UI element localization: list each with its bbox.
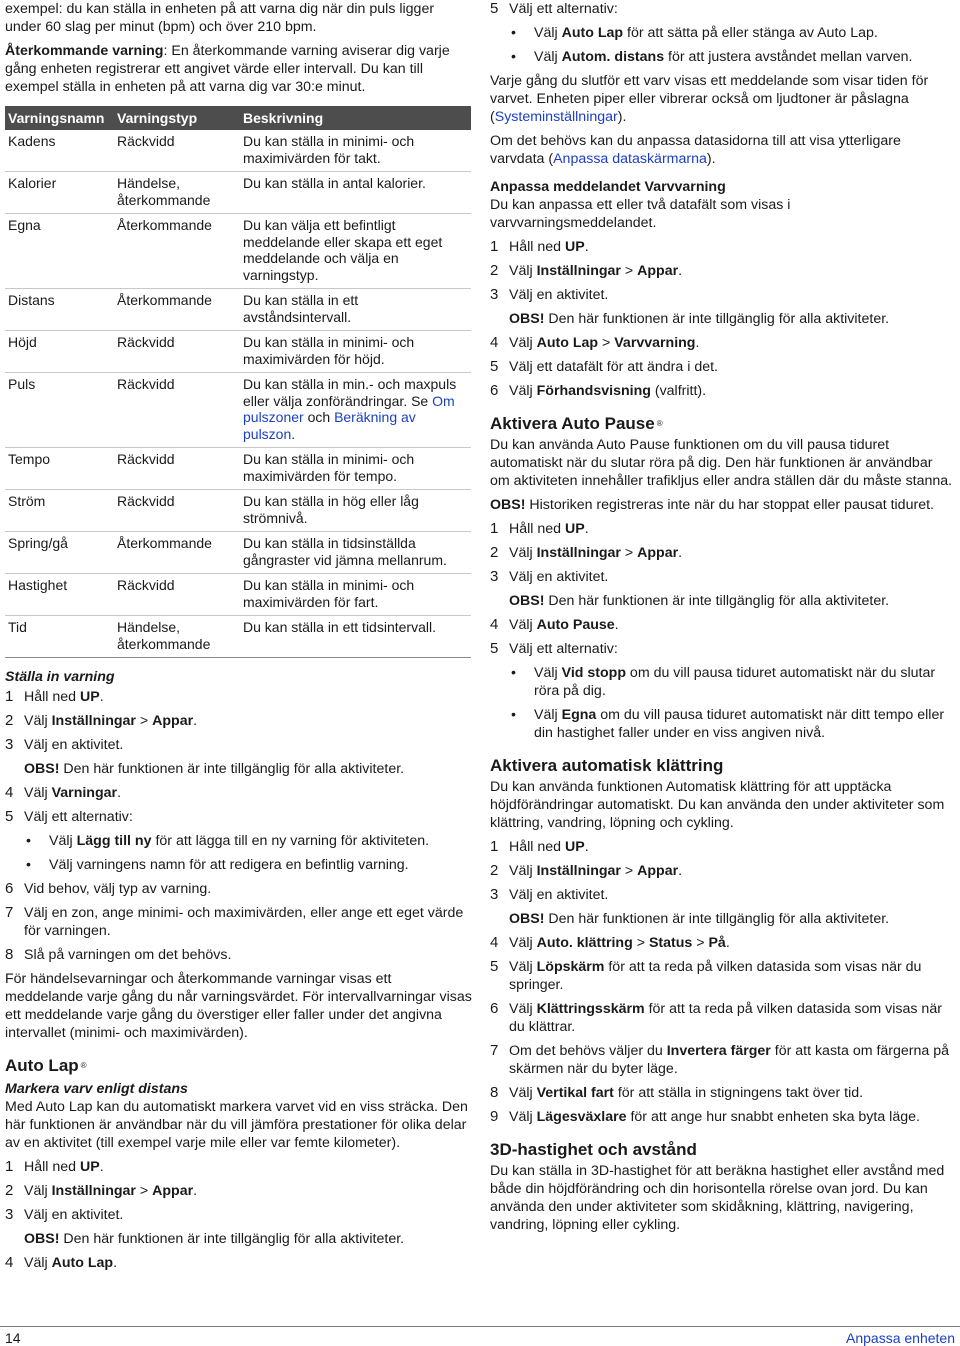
auto-lap-heading: Auto Lap ® [5, 1056, 87, 1075]
list-item: 8 Välj Vertikal fart för att ställa in stigningens takt över tid. [490, 1084, 864, 1101]
auto-climb-text: Du kan använda funktionen Automatisk klättring för att upptäcka höjdförändringar automatiskt. Du kan använda den under aktiviteter som klättring, vandring, löpning och cykling. [490, 779, 945, 831]
custom-lap-text: Du kan anpassa ett eller två datafält som visas i varvvarningsmeddelandet. [490, 197, 791, 231]
table-row: Distans Återkommande Du kan ställa in ett avståndsintervall. [5, 289, 471, 331]
bullet-item: • Välj Lägg till ny för att lägga till en ny varning för aktiviteten. [26, 833, 430, 849]
auto-pause-text: Du kan använda Auto Pause funktionen om du vill pausa tiduret automatiskt när du slutar röra på dig. Den här funktionen är användbar om aktiviteten innehåller trafikljus eller andra ställen där du måste stanna. [490, 437, 953, 489]
list-item: 5 Välj ett datafält för att ändra i det. [490, 358, 718, 375]
custom-lap-heading: Anpassa meddelandet Varvvarning [490, 179, 726, 195]
page-number: 14 [5, 1330, 21, 1346]
note: OBS! Den här funktionen är inte tillgänglig för alla aktiviteter. [509, 911, 890, 927]
note: OBS! Den här funktionen är inte tillgänglig för alla aktiviteter. [24, 761, 405, 777]
list-item: 7 Om det behövs väljer du Invertera färger för att kasta om färgerna på skärmen när du byter läge. [490, 1042, 950, 1077]
note: OBS! Den här funktionen är inte tillgänglig för alla aktiviteter. [509, 311, 890, 327]
list-item: 9 Välj Lägesväxlare för att ange hur snabbt enheten ska byta läge. [490, 1108, 920, 1125]
table-header: Beskrivning [240, 106, 471, 130]
recurring-alert-text: Återkommande varning: En återkommande varning aviserar dig varje gång enheten registrerar ett angivet värde eller intervall. Du kan till exempel ställa in enheten på att varna dig var 30:e minut. [5, 43, 450, 95]
table-row: Hastighet Räckvidd Du kan ställa in minimi- och maximivärden för fart. [5, 574, 471, 616]
auto-pause-heading: Aktivera Auto Pause ® [490, 414, 663, 433]
list-item: 1 Håll ned UP. [490, 238, 589, 255]
lap-info-text: Varje gång du slutför ett varv visas ett meddelande som visar tiden för varvet. Enheten piper eller vibrerar också om ljudtoner är påslagna (Systeminställningar). [490, 73, 929, 125]
list-item: 4 Välj Auto. klättring > Status > På. [490, 934, 730, 951]
list-item: 3 Välj en aktivitet. [490, 568, 609, 585]
auto-pause-note: OBS! Historiken registreras inte när du har stoppat eller pausat tiduret. [490, 497, 934, 513]
list-item: 5 Välj ett alternativ: [5, 808, 133, 825]
table-header: Varningsnamn [5, 106, 114, 130]
list-item: 3 Välj en aktivitet. [490, 286, 609, 303]
list-item: 6 Välj Förhandsvisning (valfritt). [490, 382, 707, 399]
list-item: 6 Välj Klättringsskärm för att ta reda på vilken datasida som visas när du klättrar. [490, 1000, 942, 1035]
list-item: 2 Välj Inställningar > Appar. [5, 1182, 198, 1199]
page-footer [0, 1326, 960, 1346]
list-item: 3 Välj en aktivitet. [5, 1206, 124, 1223]
alert-info-text: För händelsevarningar och återkommande varningar visas ett meddelande varje gång du når varningsvärdet. För intervallvarningar visas ett meddelande varje gång du överstiger eller faller under det angivna intervallet (minimi- och maximivärden). [5, 971, 472, 1041]
bullet-item: • Välj Auto Lap för att sätta på eller stänga av Auto Lap. [511, 25, 878, 41]
table-header-row [5, 106, 471, 130]
note: OBS! Den här funktionen är inte tillgänglig för alla aktiviteter. [509, 593, 890, 609]
list-item: 5 Välj ett alternativ: [490, 640, 618, 657]
list-item: 1 Håll ned UP. [490, 838, 589, 855]
left-column [5, 0, 473, 1272]
list-item: 2 Välj Inställningar > Appar. [490, 262, 683, 279]
table-row: Tid Händelse, återkommande Du kan ställa in ett tidsintervall. [5, 616, 471, 658]
list-item: 3 Välj en aktivitet. [5, 736, 124, 753]
note: OBS! Den här funktionen är inte tillgänglig för alla aktiviteter. [24, 1231, 405, 1247]
list-item: 1 Håll ned UP. [5, 1158, 104, 1175]
table-row: Ström Räckvidd Du kan ställa in hög eller låg strömnivå. [5, 490, 471, 532]
intro-text: exempel: du kan ställa in enheten på att varna dig när din puls ligger under 60 slag per minut (bpm) och över 210 bpm. [5, 1, 435, 35]
mark-laps-heading: Markera varv enligt distans [5, 1081, 188, 1097]
bullet-item: • Välj Autom. distans för att justera avståndet mellan varven. [511, 49, 913, 65]
link-hr-zone-calc[interactable]: Beräkning av pulszon [243, 409, 416, 442]
auto-climb-heading: Aktivera automatisk klättring [490, 756, 724, 775]
bullet-item: • Välj Vid stopp om du vill pausa tiduret automatiskt när du slutar röra på dig. [511, 665, 936, 699]
bullet-item: • Välj varningens namn för att redigera en befintlig varning. [26, 857, 409, 873]
list-item: 1 Håll ned UP. [490, 520, 589, 537]
alerts-table [5, 106, 471, 658]
bullet-item: • Välj Egna om du vill pausa tiduret automatiskt när ditt tempo eller din hastighet faller under en viss angiven nivå. [511, 707, 945, 741]
list-item: 4 Välj Auto Lap. [5, 1254, 118, 1271]
link-customize-data-screens[interactable]: Anpassa dataskärmarna [553, 151, 707, 167]
list-item: 4 Välj Auto Pause. [490, 616, 619, 633]
list-item: 5 Välj Löpskärm för att ta reda på vilken datasida som visas när du springer. [490, 958, 922, 993]
table-row: Höjd Räckvidd Du kan ställa in minimi- och maximivärden för höjd. [5, 331, 471, 373]
link-system-settings[interactable]: Systeminställningar [494, 109, 618, 125]
list-item: 6 Vid behov, välj typ av varning. [5, 880, 212, 897]
table-row: Puls Räckvidd Du kan ställa in min.- och maxpuls eller välja zonförändringar. Se Om pulszoner och Beräkning av pulszon. [5, 373, 471, 448]
list-item: 5 Välj ett alternativ: [490, 0, 618, 17]
table-row: Tempo Räckvidd Du kan ställa in minimi- och maximivärden för tempo. [5, 448, 471, 490]
speed-3d-heading: 3D-hastighet och avstånd [490, 1140, 697, 1159]
list-item: 3 Välj en aktivitet. [490, 886, 609, 903]
speed-3d-text: Du kan ställa in 3D-hastighet för att beräkna hastighet eller avstånd med både din höjdförändring och din horisontella rörelse ovan jord. Du kan använda den under aktiviteter som skidåkning, klättring, navigering, vandring, löpning eller cykling. [490, 1163, 945, 1233]
list-item: 8 Slå på varningen om det behövs. [5, 946, 232, 963]
mark-laps-text: Med Auto Lap kan du automatiskt markera varvet vid en viss sträcka. Den här funktionen är användbar när du vill jämföra prestationer för olika delar av en aktivitet (till exempel varje mile eller var femte kilometer). [5, 1099, 468, 1151]
lap-data-text: Om det behövs kan du anpassa datasidorna till att visa ytterligare varvdata (Anpassa dataskärmarna). [490, 133, 901, 167]
list-item: 2 Välj Inställningar > Appar. [5, 712, 198, 729]
list-item: 1 Håll ned UP. [5, 688, 104, 705]
list-item: 4 Välj Varningar. [5, 784, 122, 801]
table-row: Kalorier Händelse, återkommande Du kan ställa in antal kalorier. [5, 172, 471, 214]
table-row: Spring/gå Återkommande Du kan ställa in tidsinställda gångraster vid jämna mellanrum. [5, 532, 471, 574]
list-item: 4 Välj Auto Lap > Varvvarning. [490, 334, 700, 351]
link-heart-zones[interactable]: Om pulszoner [243, 392, 455, 425]
list-item: 7 Välj en zon, ange minimi- och maximivärden, eller ange ett eget värde för varningen. [5, 904, 464, 939]
list-item: 2 Välj Inställningar > Appar. [490, 544, 683, 561]
list-item: 2 Välj Inställningar > Appar. [490, 862, 683, 879]
table-header: Varningstyp [114, 106, 240, 130]
section-name: Anpassa enheten [846, 1330, 955, 1346]
set-alert-heading: Ställa in varning [5, 669, 115, 685]
table-row: Egna Återkommande Du kan välja ett befintligt meddelande eller skapa ett eget meddelande och välja en varningstyp. [5, 214, 471, 289]
right-column [490, 0, 955, 1234]
table-row: Kadens Räckvidd Du kan ställa in minimi- och maximivärden för takt. [5, 130, 471, 172]
